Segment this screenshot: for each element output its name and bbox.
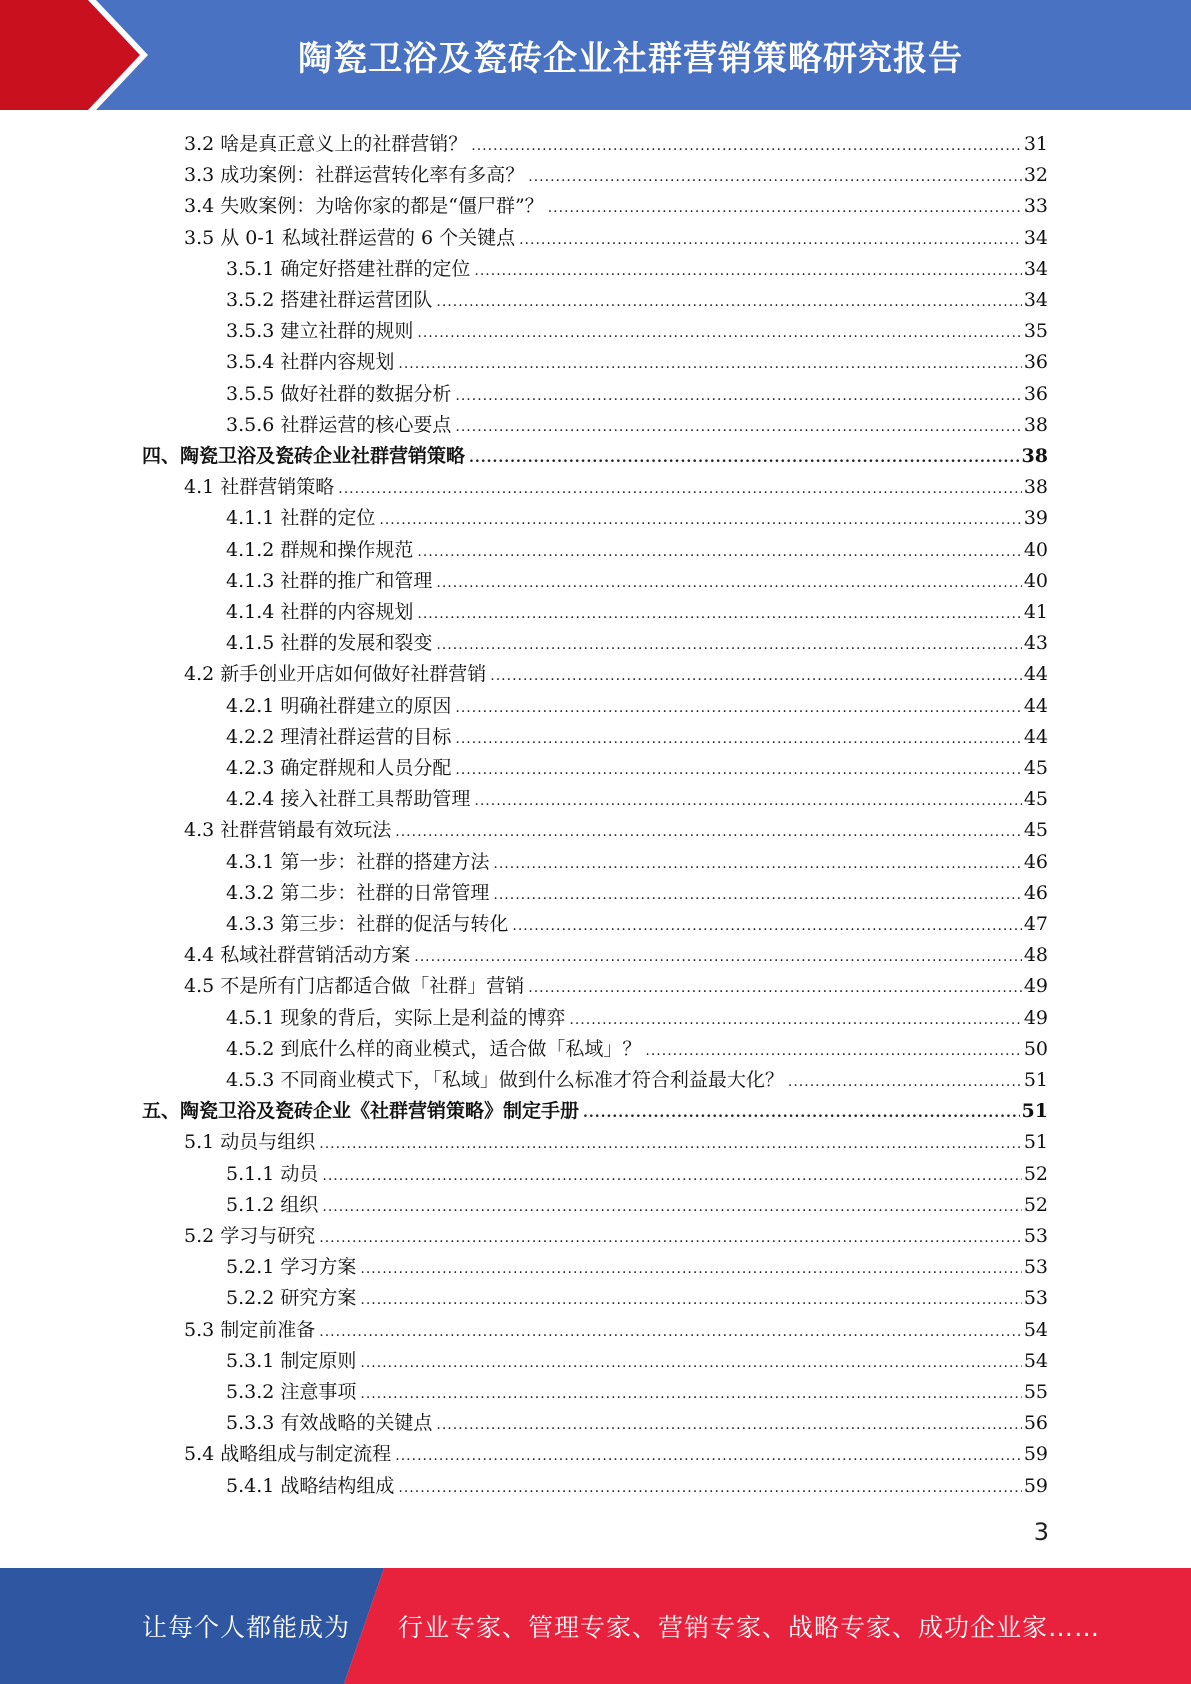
toc-entry[interactable]: [226, 254, 1048, 285]
toc-entry[interactable]: [184, 129, 1048, 160]
document-title: 陶瓷卫浴及瓷砖企业社群营销策略研究报告: [298, 38, 963, 79]
toc-entry-title: 4.1.1 社群的定位: [226, 507, 376, 530]
footer-slogan-left: 让每个人都能成为: [142, 1613, 351, 1642]
toc-entry-title: 4.1.4 社群的内容规划: [226, 601, 414, 623]
toc-entry-page: 36: [1023, 351, 1048, 374]
toc-entry[interactable]: [184, 940, 1048, 971]
toc-entry[interactable]: [226, 1471, 1048, 1502]
toc-entry-page: 53: [1023, 1287, 1048, 1310]
toc-entry-title: 5.2.1 学习方案: [226, 1256, 357, 1279]
toc-entry-title: 3.5.6 社群运营的核心要点: [226, 413, 452, 436]
toc-entry-title: 5.3.2 注意事项: [226, 1381, 357, 1403]
toc-entry[interactable]: [142, 1096, 1048, 1127]
toc-dot-leader: [493, 880, 1021, 911]
toc-entry[interactable]: [226, 1408, 1048, 1439]
toc-dot-leader: [474, 786, 1021, 817]
toc-dot-leader: [319, 1223, 1022, 1254]
toc-dot-leader: [471, 131, 1022, 162]
toc-entry[interactable]: [226, 410, 1048, 441]
toc-entry-page: 40: [1023, 569, 1048, 592]
toc-entry-title: 四、陶瓷卫浴及瓷砖企业社群营销策略: [142, 445, 466, 467]
toc-dot-leader: [417, 537, 1021, 568]
toc-entry-title: 3.5 从 0-1 私域社群运营的 6 个关键点: [184, 226, 516, 249]
toc-entry[interactable]: [226, 1346, 1048, 1377]
toc-dot-leader: [395, 1441, 1022, 1472]
toc-entry[interactable]: [226, 535, 1048, 566]
toc-entry[interactable]: [184, 1127, 1048, 1158]
toc-entry[interactable]: [226, 1065, 1048, 1096]
toc-dot-leader: [398, 349, 1021, 380]
toc-entry-title: 5.2.2 研究方案: [226, 1287, 357, 1310]
toc-entry-page: 45: [1023, 757, 1048, 779]
toc-entry-page: 44: [1023, 694, 1048, 717]
toc-entry-title: 3.5.2 搭建社群运营团队: [226, 289, 433, 311]
toc-entry-title: 4.2 新手创业开店如何做好社群营销: [184, 663, 487, 686]
toc-entry-page: 47: [1023, 913, 1048, 935]
toc-dot-leader: [569, 1005, 1021, 1036]
toc-entry[interactable]: [184, 160, 1048, 191]
toc-entry-title: 4.2.2 理清社群运营的目标: [226, 725, 452, 748]
toc-entry[interactable]: [184, 191, 1048, 222]
toc-entry[interactable]: [226, 316, 1048, 347]
footer-banner: [0, 1568, 1191, 1684]
toc-entry-page: 41: [1023, 601, 1048, 623]
toc-entry-title: 4.5.3 不同商业模式下，「私域」做到什么标准才符合利益最大化？: [226, 1069, 784, 1091]
toc-entry-page: 34: [1023, 289, 1048, 311]
toc-entry[interactable]: [184, 659, 1048, 690]
toc-entry-page: 51: [1023, 1131, 1048, 1154]
toc-entry-page: 33: [1023, 195, 1048, 218]
toc-entry-page: 59: [1023, 1474, 1048, 1497]
toc-entry-title: 3.5.4 社群内容规划: [226, 351, 395, 374]
toc-dot-leader: [322, 1192, 1021, 1223]
toc-dot-leader: [455, 381, 1021, 412]
toc-entry[interactable]: [226, 566, 1048, 597]
toc-entry-page: 32: [1023, 164, 1048, 187]
toc-entry[interactable]: [226, 503, 1048, 534]
toc-entry[interactable]: [184, 1439, 1048, 1470]
toc-entry[interactable]: [184, 472, 1048, 503]
toc-entry-title: 3.3 成功案例：社群运营转化率有多高？: [184, 164, 525, 187]
toc-entry-title: 4.3.2 第二步：社群的日常管理: [226, 881, 490, 904]
toc-entry[interactable]: [226, 1377, 1048, 1408]
toc-dot-leader: [436, 287, 1021, 318]
toc-entry-page: 38: [1023, 476, 1048, 499]
toc-dot-leader: [379, 505, 1021, 536]
toc-entry-page: 40: [1023, 538, 1048, 561]
page-number: 3: [1033, 1518, 1049, 1546]
toc-entry[interactable]: [184, 1315, 1048, 1346]
toc-entry-title: 5.4.1 战略结构组成: [226, 1474, 395, 1497]
toc-dot-leader: [417, 599, 1021, 630]
toc-entry-title: 4.1.5 社群的发展和裂变: [226, 632, 433, 655]
toc-dot-leader: [455, 693, 1021, 724]
toc-entry-page: 45: [1023, 788, 1048, 811]
toc-entry[interactable]: [226, 909, 1048, 940]
toc-entry-page: 52: [1023, 1162, 1048, 1185]
toc-dot-leader: [583, 1098, 1020, 1129]
toc-entry-page: 44: [1023, 725, 1048, 748]
toc-entry-title: 4.5 不是所有门店都适合做「社群」营销: [184, 975, 525, 998]
toc-entry-page: 59: [1023, 1443, 1048, 1466]
toc-entry-title: 4.5.1 现象的背后，实际上是利益的博弈: [226, 1006, 566, 1029]
toc-entry[interactable]: [184, 971, 1048, 1002]
toc-entry-title: 5.3 制定前准备: [184, 1318, 316, 1341]
toc-entry-title: 4.2.1 明确社群建立的原因: [226, 694, 452, 717]
toc-dot-leader: [436, 630, 1021, 661]
toc-entry[interactable]: [184, 1221, 1048, 1252]
toc-entry-page: 34: [1023, 226, 1048, 249]
toc-entry-title: 4.1.3 社群的推广和管理: [226, 569, 433, 592]
toc-dot-leader: [319, 1129, 1022, 1160]
toc-entry[interactable]: [226, 347, 1048, 378]
toc-entry-title: 4.4 私域社群营销活动方案: [184, 944, 411, 967]
toc-entry-title: 5.1.1 动员: [226, 1162, 319, 1185]
footer-slogan-right: 行业专家、管理专家、营销专家、战略专家、成功企业家……: [398, 1613, 1101, 1642]
toc-entry-page: 31: [1023, 133, 1048, 155]
toc-dot-leader: [548, 193, 1022, 224]
toc-dot-leader: [360, 1254, 1021, 1285]
toc-dot-leader: [360, 1285, 1021, 1316]
toc-entry-title: 4.2.4 接入社群工具帮助管理: [226, 788, 471, 811]
toc-dot-leader: [414, 942, 1022, 973]
toc-dot-leader: [528, 162, 1022, 193]
toc-dot-leader: [436, 1410, 1021, 1441]
toc-dot-leader: [322, 1161, 1021, 1192]
toc-dot-leader: [490, 661, 1022, 692]
toc-entry[interactable]: [226, 1159, 1048, 1190]
toc-entry-page: 35: [1023, 320, 1048, 343]
toc-entry[interactable]: [226, 628, 1048, 659]
toc-entry[interactable]: [226, 847, 1048, 878]
toc-entry-page: 53: [1023, 1225, 1048, 1247]
toc-dot-leader: [455, 412, 1021, 443]
toc-entry-page: 56: [1023, 1412, 1048, 1435]
toc-dot-leader: [455, 724, 1021, 755]
toc-entry-title: 3.5.5 做好社群的数据分析: [226, 382, 452, 405]
toc-entry-page: 38: [1023, 413, 1048, 436]
toc-entry[interactable]: [184, 815, 1048, 846]
toc-entry-page: 46: [1023, 881, 1048, 904]
toc-dot-leader: [319, 1317, 1022, 1348]
toc-entry-title: 5.3.1 制定原则: [226, 1349, 357, 1372]
toc-entry-page: 45: [1023, 819, 1048, 842]
toc-entry-title: 4.2.3 确定群规和人员分配: [226, 757, 452, 779]
toc-entry[interactable]: [226, 285, 1048, 316]
toc-entry-page: 50: [1023, 1037, 1048, 1060]
toc-entry[interactable]: [142, 441, 1048, 472]
toc-entry[interactable]: [226, 379, 1048, 410]
toc-dot-leader: [474, 256, 1021, 287]
toc-dot-leader: [398, 1473, 1021, 1504]
toc-entry[interactable]: [226, 1283, 1048, 1314]
header-arrow-graphic: [0, 0, 150, 110]
toc-entry-page: 49: [1023, 1006, 1048, 1029]
toc-dot-leader: [645, 1036, 1021, 1067]
toc-entry[interactable]: [226, 691, 1048, 722]
toc-entry-title: 5.3.3 有效战略的关键点: [226, 1412, 433, 1435]
toc-entry-title: 4.3.1 第一步：社群的搭建方法: [226, 850, 490, 873]
toc-entry-page: 36: [1023, 382, 1048, 405]
toc-entry[interactable]: [184, 223, 1048, 254]
toc-entry-page: 55: [1023, 1381, 1048, 1403]
toc-entry-title: 5.1 动员与组织: [184, 1131, 316, 1154]
toc-entry-title: 4.3.3 第三步：社群的促活与转化: [226, 913, 509, 935]
toc-entry-title: 5.2 学习与研究: [184, 1225, 316, 1247]
toc-dot-leader: [469, 443, 1020, 474]
toc-entry-page: 38: [1021, 445, 1048, 467]
toc-entry[interactable]: [226, 1034, 1048, 1065]
toc-dot-leader: [395, 817, 1022, 848]
toc-entry-title: 五、陶瓷卫浴及瓷砖企业《社群营销策略》制定手册: [142, 1100, 580, 1123]
toc-entry-page: 44: [1023, 663, 1048, 686]
toc-entry-page: 49: [1023, 975, 1048, 998]
toc-entry-title: 3.2 啥是真正意义上的社群营销？: [184, 133, 468, 155]
toc-dot-leader: [417, 318, 1021, 349]
toc-entry-page: 53: [1023, 1256, 1048, 1279]
toc-entry[interactable]: [226, 753, 1048, 784]
toc-dot-leader: [436, 568, 1021, 599]
toc-entry-page: 43: [1023, 632, 1048, 655]
header-banner: [0, 0, 1191, 110]
toc-entry-title: 5.4 战略组成与制定流程: [184, 1443, 392, 1466]
toc-entry-title: 4.1 社群营销策略: [184, 476, 335, 499]
toc-entry-page: 52: [1023, 1193, 1048, 1216]
toc-entry-page: 48: [1023, 944, 1048, 967]
toc-dot-leader: [512, 911, 1021, 942]
toc-entry-page: 54: [1023, 1349, 1048, 1372]
toc-dot-leader: [788, 1067, 1022, 1098]
toc-entry-page: 34: [1023, 257, 1048, 280]
toc-entry-title: 4.5.2 到底什么样的商业模式，适合做「私域」？: [226, 1037, 642, 1060]
toc-entry-page: 54: [1023, 1318, 1048, 1341]
toc-entry-title: 3.5.1 确定好搭建社群的定位: [226, 257, 471, 280]
toc-entry[interactable]: [226, 1003, 1048, 1034]
toc-entry[interactable]: [226, 597, 1048, 628]
toc-entry-page: 51: [1023, 1069, 1048, 1091]
toc-entry-title: 4.1.2 群规和操作规范: [226, 538, 414, 561]
toc-entry-page: 46: [1023, 850, 1048, 873]
toc-entry-title: 3.4 失败案例：为啥你家的都是“僵尸群”？: [184, 195, 544, 218]
toc-dot-leader: [338, 474, 1022, 505]
toc-dot-leader: [493, 849, 1021, 880]
toc-entry-title: 4.3 社群营销最有效玩法: [184, 819, 392, 842]
toc-entry[interactable]: [226, 878, 1048, 909]
toc-entry-title: 5.1.2 组织: [226, 1193, 319, 1216]
toc-dot-leader: [360, 1379, 1021, 1410]
toc-entry[interactable]: [226, 784, 1048, 815]
toc-entry-page: 39: [1023, 507, 1048, 530]
toc-entry[interactable]: [226, 1190, 1048, 1221]
toc-entry[interactable]: [226, 1252, 1048, 1283]
toc-dot-leader: [528, 973, 1022, 1004]
toc-dot-leader: [519, 225, 1022, 256]
toc-dot-leader: [360, 1348, 1021, 1379]
toc-entry[interactable]: [226, 722, 1048, 753]
toc-dot-leader: [455, 755, 1021, 786]
toc-entry-title: 3.5.3 建立社群的规则: [226, 320, 414, 343]
toc-entry-page: 51: [1021, 1100, 1048, 1123]
